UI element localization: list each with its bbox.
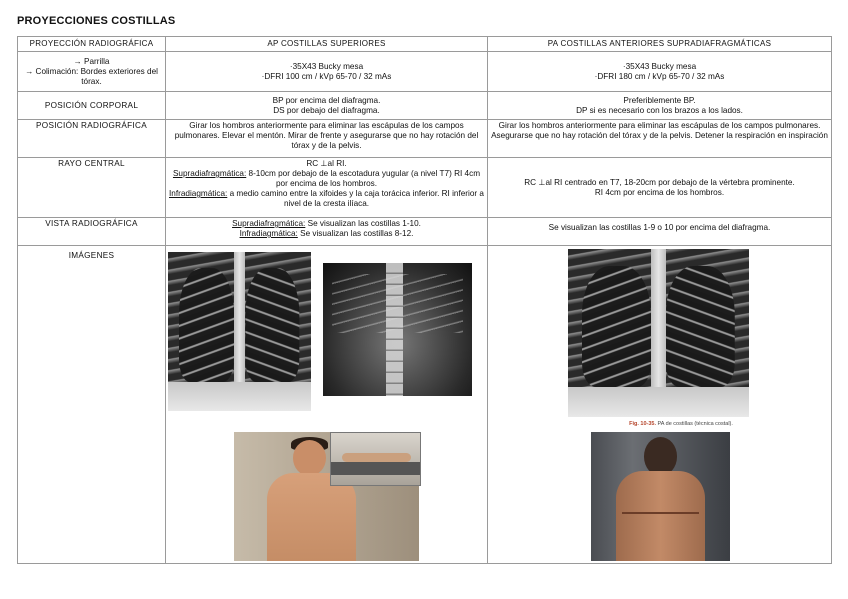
- projections-table: [17, 36, 832, 564]
- pa-chest-xray-image: [568, 249, 749, 417]
- colimacion-line: → Colimación: Bordes exteriores del tórax.: [25, 66, 158, 86]
- caption-fig-number: Fig. 10-35.: [629, 421, 656, 427]
- infra-text: a medio camino entre la xifoides y la caja torácica inferior. RI inferior a nivel de la cresta ilíaca.: [227, 189, 484, 208]
- parrilla-line: → Parrilla: [73, 56, 110, 66]
- ap-posicion-corporal: [166, 92, 488, 120]
- pa-parrilla: [488, 52, 832, 92]
- label-imagenes: IMÁGENES: [18, 246, 166, 564]
- supra-label: Supradiafragmática:: [172, 169, 247, 178]
- label-parrilla: [18, 52, 166, 92]
- ap-images: [166, 246, 488, 564]
- pa-posicion-radiografica: Girar los hombros anteriormente para eliminar las escápulas de los campos pulmonares. Asegurarse que no hay rotación del tórax y de la pelvis. Detener la respiración en inspiración: [488, 120, 832, 158]
- caption-text: PA de costillas (técnica costal).: [655, 421, 733, 427]
- pa-images: [488, 246, 832, 564]
- ap-vista-infra: [169, 229, 484, 239]
- ap-vista-supra: [169, 219, 484, 229]
- pa-vista: Se visualizan las costillas 1-9 o 10 por encima del diafragma.: [488, 218, 832, 246]
- pa-patient-positioning-photo: [591, 432, 730, 561]
- pa-technique: ·DFRI 180 cm / kVp 65-70 / 32 mAs: [594, 71, 725, 81]
- row-posicion-corporal: [18, 92, 832, 120]
- label-vista: VISTA RADIOGRÁFICA: [18, 218, 166, 246]
- ap-chest-xray-image: [168, 252, 311, 411]
- ap-parrilla: [166, 52, 488, 92]
- ap-rayo-central: [166, 158, 488, 218]
- page-title: PROYECCIONES COSTILLAS: [17, 15, 176, 27]
- vista-infra-text: Se visualizan las costillas 8-12.: [297, 229, 414, 238]
- row-posicion-radiografica: [18, 120, 832, 158]
- ap-technique: ·DFRI 100 cm / kVp 65-70 / 32 mAs: [261, 71, 392, 81]
- row-rayo-central: [18, 158, 832, 218]
- header-ap: AP COSTILLAS SUPERIORES: [166, 37, 488, 52]
- pa-posicion-corporal: [488, 92, 832, 120]
- header-projection: PROYECCIÓN RADIOGRÁFICA: [18, 37, 166, 52]
- ap-vista: [166, 218, 488, 246]
- pa-figure-caption: [596, 421, 766, 428]
- pa-bp: Preferiblemente BP.: [623, 95, 696, 105]
- vista-supra-text: Se visualizan las costillas 1-10.: [305, 219, 421, 228]
- pa-ri: RI 4cm por encima de los hombros.: [594, 187, 725, 197]
- label-posicion-radiografica: POSICIÓN RADIOGRÁFICA: [18, 120, 166, 158]
- label-posicion-corporal: POSICIÓN CORPORAL: [18, 92, 166, 120]
- vista-infra-label: Infradiagmática:: [239, 229, 298, 238]
- ap-rc: RC ⊥al RI.: [306, 159, 347, 168]
- pa-rc: RC ⊥al RI centrado en T7, 18-20cm por debajo de la vértebra prominente.: [524, 177, 795, 187]
- ap-ds: DS por debajo del diafragma.: [273, 105, 380, 115]
- header-pa: PA COSTILLAS ANTERIORES SUPRADIAFRAGMÁTICAS: [488, 37, 832, 52]
- row-vista: [18, 218, 832, 246]
- ap-supra: [169, 169, 484, 189]
- infra-label: Infradiagmática:: [169, 189, 228, 198]
- pa-cassette: ·35X43 Bucky mesa: [622, 61, 697, 71]
- ap-recumbent-positioning-photo: [330, 432, 421, 486]
- ap-bp: BP por encima del diafragma.: [272, 95, 381, 105]
- ap-infradiaphragm-xray-image: [323, 263, 472, 396]
- row-imagenes: [18, 246, 832, 564]
- label-rayo-central: RAYO CENTRAL: [18, 158, 166, 218]
- table-header-row: [18, 37, 832, 52]
- row-parrilla: [18, 52, 832, 92]
- supra-text: 8-10cm por debajo de la escotadura yugular (a nivel T7) RI 4cm por encima de los hombros.: [246, 169, 481, 188]
- ap-posicion-radiografica: Girar los hombros anteriormente para eliminar las escápulas de los campos pulmonares. Elevar el mentón. Mirar de frente y asegurarse que no hay rotación del tórax y de la pelvis.: [166, 120, 488, 158]
- ap-infra: [169, 189, 484, 209]
- pa-dp: DP si es necesario con los brazos a los lados.: [576, 105, 743, 115]
- pa-rayo-central: [488, 158, 832, 218]
- ap-cassette: ·35X43 Bucky mesa: [289, 61, 364, 71]
- vista-supra-label: Supradiafragmática:: [232, 219, 306, 228]
